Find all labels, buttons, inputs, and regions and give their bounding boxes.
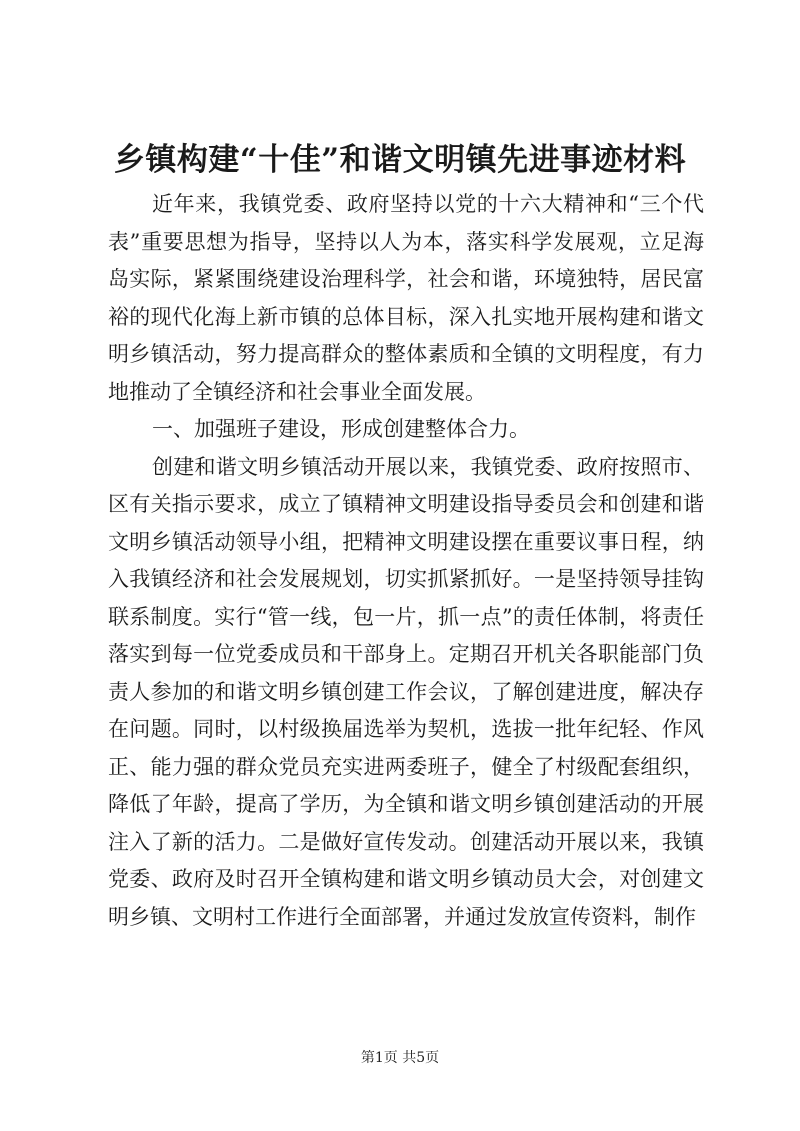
document-body xyxy=(108,186,704,936)
paragraph-section-body: 创建和谐文明乡镇活动开展以来，我镇党委、政府按照市、区有关指示要求，成立了镇精神文明建设指导委员会和创建和谐文明乡镇活动领导小组，把精神文明建设摆在重要议事日程，纳入我镇经济和社会发展规划，切实抓紧抓好。一是坚持领导挂钩联系制度。实行“管一线，包一片，抓一点”的责任体制，将责任落实到每一位党委成员和干部身上。定期召开机关各职能部门负责人参加的和谐文明乡镇创建工作会议，了解创建进度，解决存在问题。同时，以村级换届选举为契机，选拔一批年纪轻、作风正、能力强的群众党员充实进两委班子，健全了村级配套组织，降低了年龄，提高了学历，为全镇和谐文明乡镇创建活动的开展注入了新的活力。二是做好宣传发动。创建活动开展以来，我镇党委、政府及时召开全镇构建和谐文明乡镇动员大会，对创建文明乡镇、文明村工作进行全面部署，并通过发放宣传资料，制作 xyxy=(108,454,704,929)
paragraph-intro: 近年来，我镇党委、政府坚持以党的十六大精神和“三个代表”重要思想为指导，坚持以人为本，落实科学发展观，立足海岛实际，紧紧围绕建设治理科学，社会和谐，环境独特，居民富裕的现代化海上新市镇的总体目标，深入扎实地开展构建和谐文明乡镇活动，努力提高群众的整体素质和全镇的文明程度，有力地推动了全镇经济和社会事业全面发展。 xyxy=(108,192,704,404)
page-number-footer: 第1页 共5页 xyxy=(360,1050,440,1066)
document-title: 乡镇构建“十佳”和谐文明镇先进事迹材料 xyxy=(113,142,687,178)
paragraph-section-heading: 一、加强班子建设，形成创建整体合力。 xyxy=(152,417,530,441)
